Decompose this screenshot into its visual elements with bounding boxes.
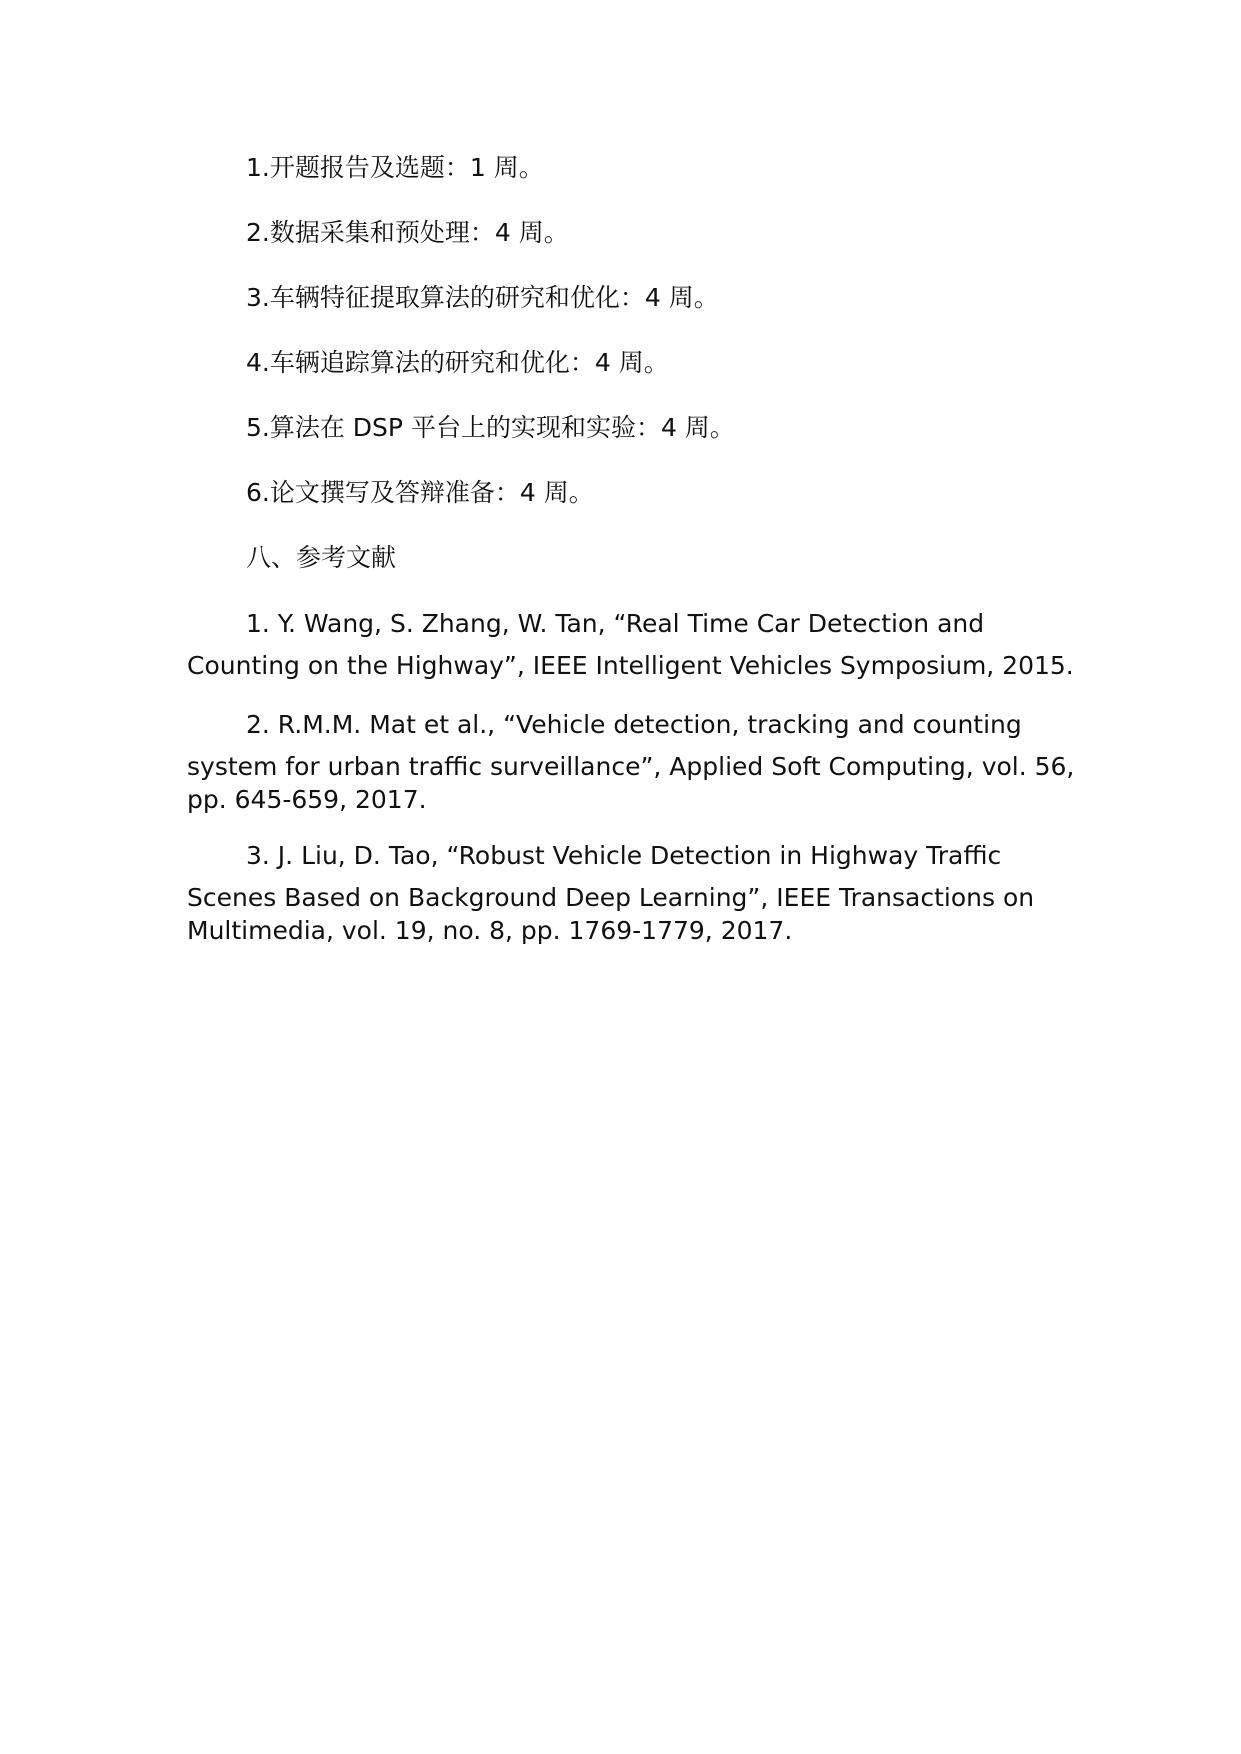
reference-continuation-line: Counting on the Highway”, IEEE Intelligent Vehicles Symposium, 2015. <box>187 651 1074 680</box>
reference-first-line: 2. R.M.M. Mat et al., “Vehicle detection, tracking and counting <box>246 710 1022 739</box>
schedule-item: 6.论文撰写及答辩准备：4 周。 <box>246 478 594 507</box>
references-heading: 八、参考文献 <box>246 543 397 572</box>
reference-continuation-line: Multimedia, vol. 19, no. 8, pp. 1769-1779, 2017. <box>187 916 793 945</box>
page-content <box>187 150 1075 969</box>
schedule-item: 3.车辆特征提取算法的研究和优化：4 周。 <box>246 283 719 312</box>
reference-first-line: 1. Y. Wang, S. Zhang, W. Tan, “Real Time Car Detection and <box>246 609 985 638</box>
reference-continuation-line: pp. 645-659, 2017. <box>187 785 427 814</box>
schedule-list <box>187 150 1067 511</box>
reference-continuation-line: system for urban traffic surveillance”, Applied Soft Computing, vol. 56, <box>187 752 1075 781</box>
reference-item <box>187 605 1074 684</box>
schedule-item: 5.算法在 DSP 平台上的实现和实验：4 周。 <box>246 413 735 442</box>
reference-continuation-line: Scenes Based on Background Deep Learning”, IEEE Transactions on <box>187 883 1035 912</box>
reference-first-line: 3. J. Liu, D. Tao, “Robust Vehicle Detection in Highway Traffic <box>246 841 1002 870</box>
reference-list <box>187 605 1075 949</box>
schedule-item: 1.开题报告及选题：1 周。 <box>246 153 544 182</box>
reference-item <box>187 837 1067 949</box>
schedule-item: 4.车辆追踪算法的研究和优化：4 周。 <box>246 348 669 377</box>
schedule-item: 2.数据采集和预处理：4 周。 <box>246 218 569 247</box>
reference-item <box>187 706 1075 818</box>
